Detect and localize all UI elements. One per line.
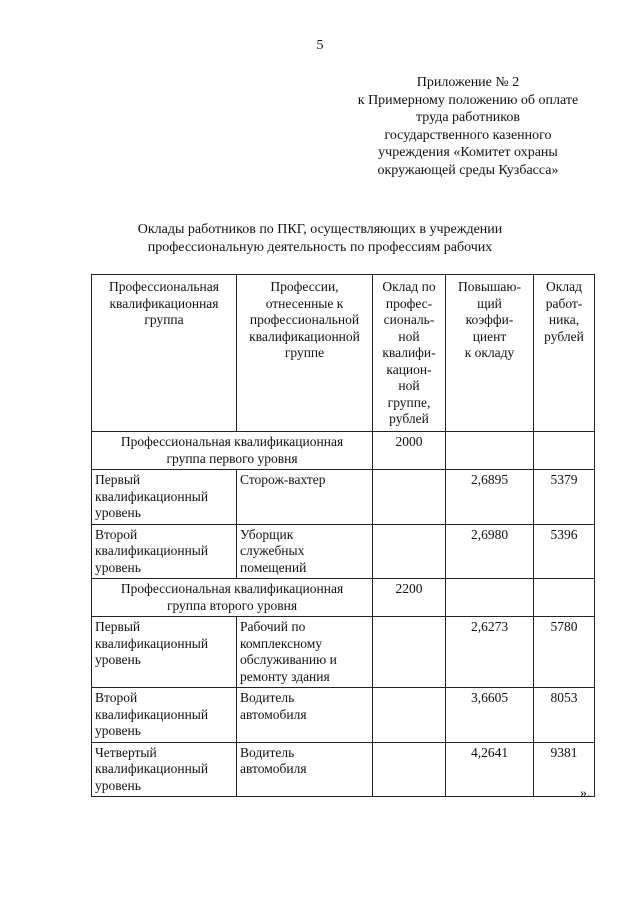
appendix-line: окружающей среды Кузбасса» [377,162,559,178]
header-professions [237,275,373,432]
table-row [92,470,595,525]
salary: 5780 [534,617,595,688]
qualification-level [92,524,237,579]
header-base-salary [373,275,446,432]
appendix-line: учреждения «Комитет охраны [378,145,558,160]
cell-line: квалификационный [95,488,209,504]
salary: 8053 [534,688,595,743]
empty-cell [373,524,446,579]
cell-line: квалифи- [382,345,436,360]
cell-line: ника, [548,312,580,327]
cell-line: Второй [95,690,138,705]
group-title [92,579,373,617]
qualification-level [92,470,237,525]
table-row [92,524,595,579]
cell-line: служебных [240,543,305,558]
profession [237,524,373,579]
cell-line: Рабочий по [240,619,306,634]
qualification-level [92,617,237,688]
cell-line: автомобиля [240,706,307,722]
title-line: профессиональную деятельность по профессиям рабочих [147,240,493,255]
empty-cell [373,688,446,743]
cell-line: уровень [95,723,141,738]
cell-line: Оклад [546,279,582,294]
profession [237,688,373,743]
qualification-level [92,688,237,743]
cell-line: Оклад по [382,279,436,294]
header-qualification-group [92,275,237,432]
cell-line: Первый [95,619,141,634]
group-row [92,432,595,470]
empty-cell [373,617,446,688]
cell-line: ной [398,378,420,393]
header-employee-salary [534,275,595,432]
cell-line: коэффи- [465,312,514,327]
cell-line: Водитель [240,744,295,760]
cell-line: обслуживанию и [240,652,337,667]
empty-cell [446,579,534,617]
cell-line: группа второго уровня [166,597,298,613]
salary: 9381 [534,742,595,797]
table-row [92,617,595,688]
table-row [92,742,595,797]
cell-line: Профессиональная [109,279,219,294]
cell-line: ной [398,328,420,344]
cell-line: Четвертый [95,744,157,760]
group-title [92,432,373,470]
cell-line: уровень [95,652,141,667]
cell-line: Водитель [240,690,295,705]
cell-line: группе [284,345,325,360]
coefficient: 3,6605 [446,688,534,743]
coefficient: 2,6895 [446,470,534,525]
cell-line: Второй [95,526,138,542]
cell-line: профессиональной [249,312,360,327]
empty-cell [373,470,446,525]
cell-line: группа первого уровня [166,450,298,466]
salary: 5379 [534,470,595,525]
coefficient: 4,2641 [446,742,534,797]
cell-line: работ- [545,295,583,311]
cell-line: сиональ- [383,312,435,327]
appendix-line: труда работников [415,110,520,125]
coefficient: 2,6980 [446,524,534,579]
cell-line: квалификационный [95,706,209,722]
cell-line: уровень [95,505,141,520]
cell-line: Сторож-вахтер [240,472,326,487]
cell-line: отнесенные к [265,295,344,311]
empty-cell [373,742,446,797]
header-coefficient [446,275,534,432]
cell-line: рублей [544,328,584,344]
cell-line: профес- [385,295,433,311]
appendix-line: к Примерному положению об оплате [357,92,579,108]
title-line: Оклады работников по ПКГ, осуществляющих в учреждении [137,222,503,237]
cell-line: Профессиональная квалификационная [120,434,344,449]
appendix-line: Приложение № 2 [416,75,520,90]
salary-table [91,274,595,797]
cell-line: квалификационный [95,635,209,651]
cell-line: квалификационная [109,295,219,311]
empty-cell [534,579,595,617]
cell-line: автомобиля [240,761,307,776]
cell-line: Уборщик [240,526,294,542]
cell-line: помещений [240,559,307,575]
profession [237,470,373,525]
document-title [60,221,580,257]
coefficient: 2,6273 [446,617,534,688]
cell-line: ремонту здания [240,668,330,684]
profession [237,617,373,688]
table-header-row [92,275,595,432]
appendix-line: государственного казенного [384,127,552,143]
table-row [92,688,595,743]
page-number: 5 [316,38,324,53]
cell-line: квалификационный [95,543,209,558]
group-base-salary: 2200 [373,579,446,617]
empty-cell [446,432,534,470]
empty-cell [534,432,595,470]
cell-line: Повышаю- [458,279,521,294]
cell-line: Первый [95,472,141,487]
cell-line: уровень [95,777,141,793]
qualification-level [92,742,237,797]
group-row [92,579,595,617]
cell-line: квалификационный [95,761,209,776]
profession [237,742,373,797]
closing-quote: ». [580,786,591,801]
cell-line: квалификационной [249,328,360,344]
cell-line: Профессии, [270,279,339,294]
group-base-salary: 2000 [373,432,446,470]
appendix-header [330,74,606,179]
cell-line: группе, [387,394,431,410]
cell-line: уровень [95,559,141,575]
salary: 5396 [534,524,595,579]
cell-line: кацион- [386,361,432,377]
cell-line: группа [144,312,184,327]
cell-line: рублей [389,411,429,426]
cell-line: к окладу [464,345,515,360]
cell-line: Профессиональная квалификационная [120,581,344,596]
cell-line: щий [477,295,502,311]
cell-line: комплексному [240,635,323,651]
cell-line: циент [472,328,507,344]
